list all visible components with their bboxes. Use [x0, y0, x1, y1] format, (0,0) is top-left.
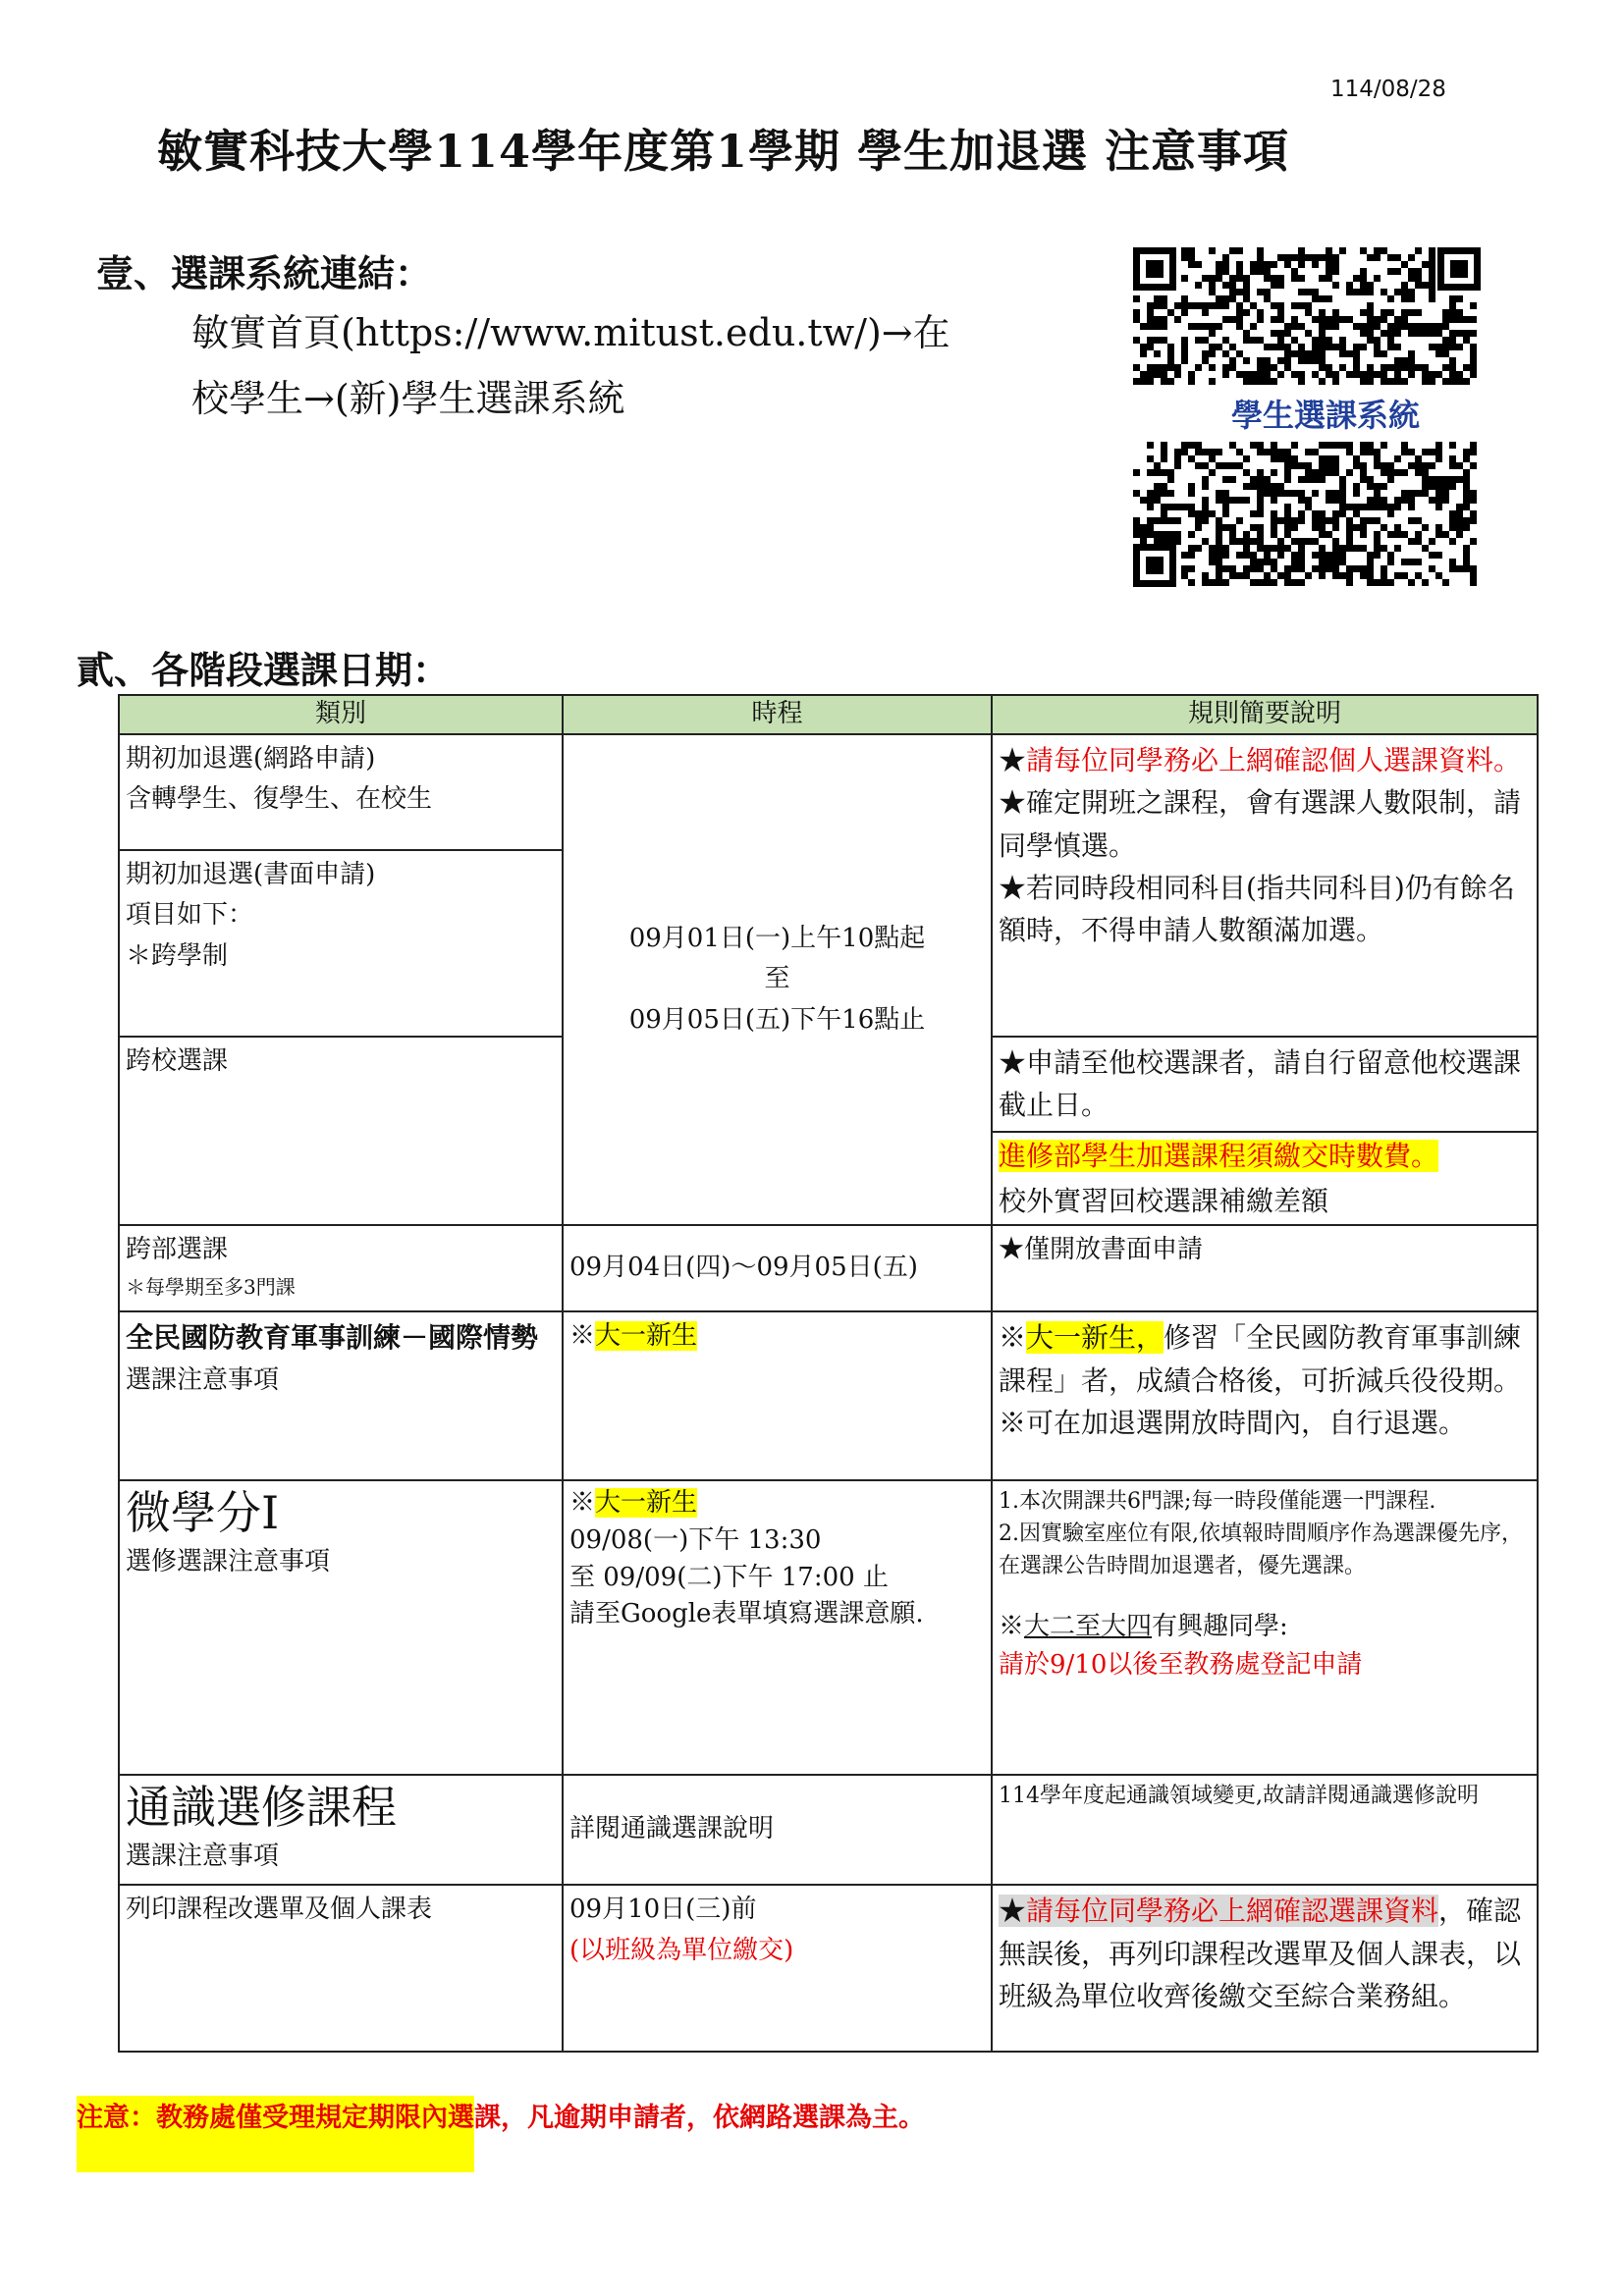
table-row: [119, 1311, 1538, 1480]
shared-schedule: 09月01日(一)上午10點起 至 09月05日(五)下午16點止: [563, 734, 992, 1225]
schedule-table: [118, 694, 1539, 2053]
table-row: [119, 1885, 1538, 2052]
document-title: 敏實科技大學114學年度第1學期 學生加退選 注意事項: [157, 125, 1290, 178]
row3-category: 跨校選課: [119, 1037, 563, 1225]
header-rules: 規則簡要說明: [992, 695, 1538, 734]
row7-rules: 114學年度起通識領域變更,故請詳閱通識選修說明: [992, 1775, 1538, 1885]
qr-label: 學生選課系統: [1230, 397, 1420, 434]
row8-schedule: 09月10日(三)前 (以班級為單位繳交): [563, 1885, 992, 2052]
row5-schedule: ※大一新生: [563, 1311, 992, 1480]
link-line1: 敏實首頁(https://www.mitust.edu.tw/)→在: [191, 311, 950, 354]
row6-category: 微學分I 選修選課注意事項: [119, 1480, 563, 1775]
row7-category: 通識選修課程 選課注意事項: [119, 1775, 563, 1885]
header-schedule: 時程: [563, 695, 992, 734]
row8-category: 列印課程改選單及個人課表: [119, 1885, 563, 2052]
table-row: [119, 1775, 1538, 1885]
table-header-row: [119, 695, 1538, 734]
footer-note: 注意：教務處僅受理規定期限內選課，凡逾期申請者，依網路選課為主。: [77, 2103, 925, 2133]
header-category: 類別: [119, 695, 563, 734]
row5-rules: ※大一新生，修習「全民國防教育軍事訓練課程」者，成績合格後，可折減兵役役期。 ※可在加退選開放時間內，自行退選。: [992, 1311, 1538, 1480]
row5-category: 全民國防教育軍事訓練－國際情勢 選課注意事項: [119, 1311, 563, 1480]
qr-code-bottom: [1131, 440, 1483, 589]
table-row: [119, 734, 1538, 850]
row1-rules: ★請每位同學務必上網確認個人選課資料。 ★確定開班之課程，會有選課人數限制，請同學慎選。 ★若同時段相同科目(指共同科目)仍有餘名額時，不得申請人數額滿加選。: [992, 734, 1538, 1037]
table-row: [119, 1480, 1538, 1775]
row8-rules: ★請每位同學務必上網確認選課資料，確認無誤後，再列印課程改選單及個人課表，以班級為單位收齊後繳交至綜合業務組。: [992, 1885, 1538, 2052]
table-row: [119, 1225, 1538, 1311]
row3-rules: ★申請至他校選課者，請自行留意他校選課截止日。 進修部學生加選課程須繳交時數費。 校外實習回校選課補繳差額: [992, 1037, 1538, 1225]
row6-rules: 1.本次開課共6門課;每一時段僅能選一門課程. 2.因實驗室座位有限,依填報時間順序作為選課優先序，在選課公告時間加退選者，優先選課。 ※大二至大四有興趣同學: 請於9/10以後至教務處登記申請: [992, 1480, 1538, 1775]
qr-code-top: [1131, 245, 1483, 391]
row4-category: 跨部選課 ＊每學期至多3門課: [119, 1225, 563, 1311]
row1-category: 期初加退選(網路申請) 含轉學生、復學生、在校生: [119, 734, 563, 850]
section2-heading: 貳、各階段選課日期：: [77, 648, 451, 692]
row6-schedule: ※大一新生 09/08(一)下午 13:30 至 09/09(二)下午 17:00 止 請至Google表單填寫選課意願.: [563, 1480, 992, 1775]
document-date: 114/08/28: [1330, 77, 1446, 102]
section1-heading: 壹、選課系統連結：: [96, 251, 433, 295]
row7-schedule: 詳閱通識選課說明: [563, 1775, 992, 1885]
row4-schedule: 09月04日(四)～09月05日(五): [563, 1225, 992, 1311]
row4-rules: ★僅開放書面申請: [992, 1225, 1538, 1311]
row2-category: 期初加退選(書面申請) 項目如下： ＊跨學制: [119, 850, 563, 1037]
link-line2: 校學生→(新)學生選課系統: [191, 377, 625, 420]
